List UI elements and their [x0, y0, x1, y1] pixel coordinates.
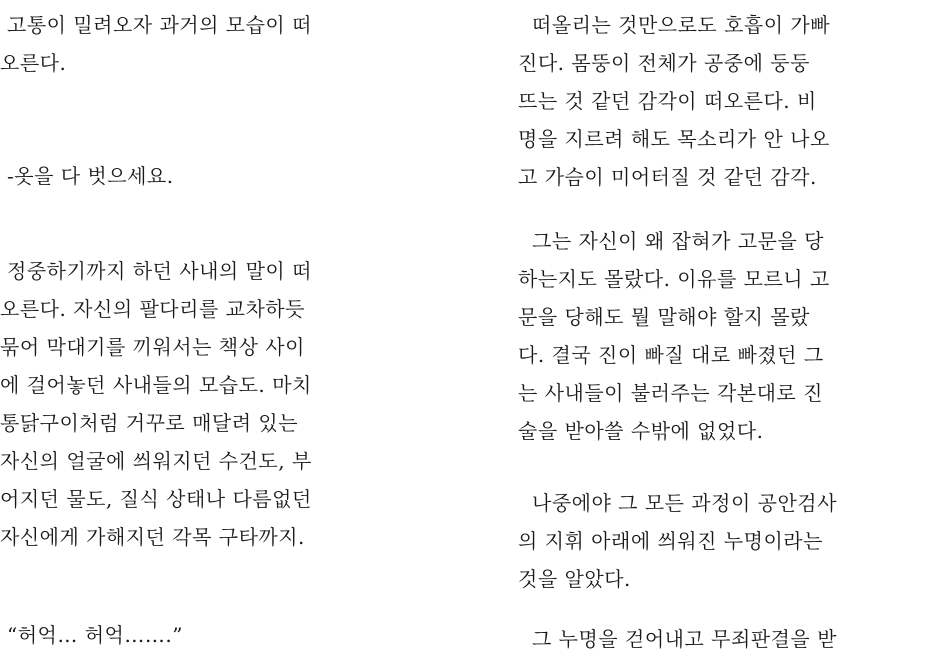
paragraph: 떠올리는 것만으로도 호흡이 가빠 진다. 몸뚱이 전체가 공중에 둥둥 뜨는 것 같던 감각이 떠오른다. 비 명을 지르려 해도 목소리가 안 나오 고 가슴이 미어터질 것 같던 감각.: [518, 13, 831, 189]
left-column: [0, 0, 412, 662]
paragraph: 고통이 밀려오자 과거의 모습이 떠 오른다.: [0, 13, 312, 75]
paragraph: 나중에야 그 모든 과정이 공안검사 의 지휘 아래에 씌워진 누명이라는 것을 알았다.: [518, 491, 837, 591]
right-column: [518, 0, 930, 662]
paragraph: “허억… 허억…….”: [7, 623, 183, 647]
paragraph: 그는 자신이 왜 잡혀가 고문을 당 하는지도 몰랐다. 이유를 모르니 고 문을 당해도 뭘 말해야 할지 몰랐 다. 결국 진이 빠질 대로 빠졌던 그 는 사내들이 불러주는 각본대로 진 술을 받아쓸 수밖에 없었다.: [518, 229, 830, 443]
paragraph: 그 누명을 걷어내고 무죄판결을 받: [532, 627, 837, 651]
paragraph: 정중하기까지 하던 사내의 말이 떠 오른다. 자신의 팔다리를 교차하듯 묶어 막대기를 끼워서는 책상 사이 에 걸어놓던 사내들의 모습도. 마치 통닭구이처럼 거꾸로 매달려 있는 자신의 얼굴에 씌워지던 수건도, 부 어지던 물도, 질식 상태나 다름없던 자신에게 가해지던 각목 구타까지.: [0, 259, 312, 549]
paragraph: -옷을 다 벗으세요.: [7, 164, 174, 188]
